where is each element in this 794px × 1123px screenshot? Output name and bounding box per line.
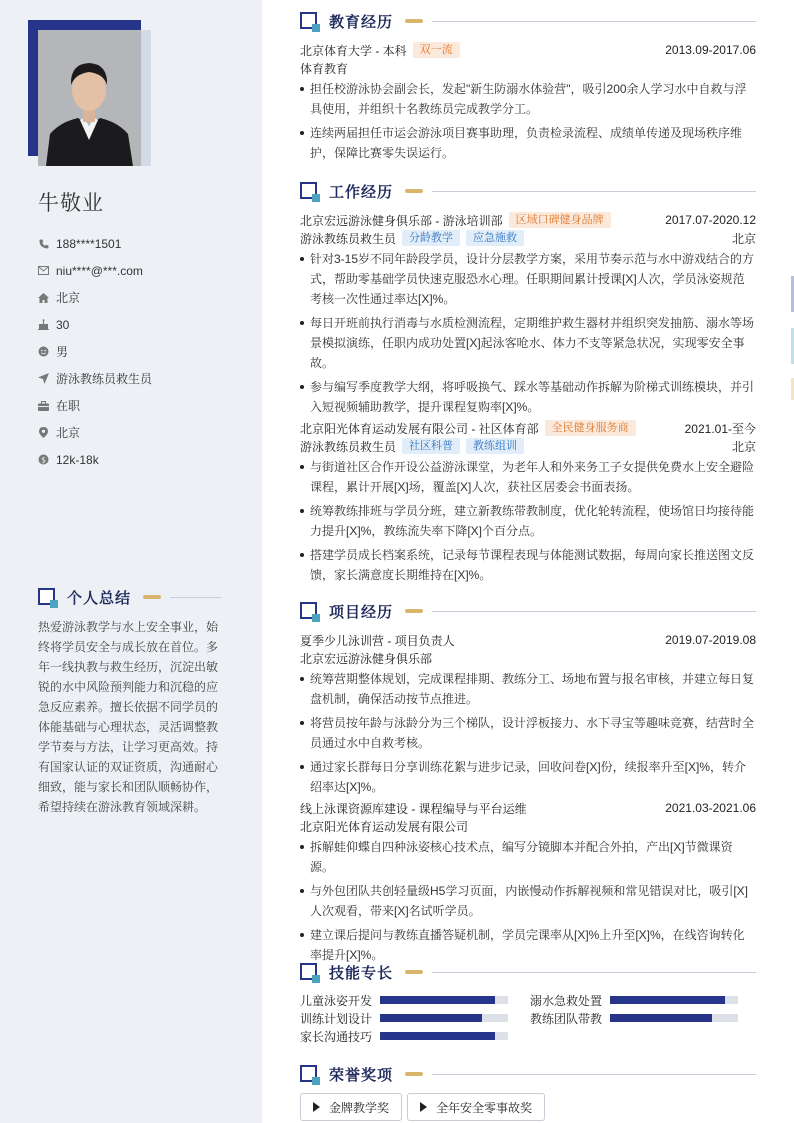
company-tag: 区域口碑健身品牌 <box>509 212 611 228</box>
sidebar <box>0 0 262 1123</box>
section-header <box>300 600 756 622</box>
job-role: 游泳教练员救生员 <box>300 231 397 246</box>
section-title: 工作经历 <box>329 183 394 201</box>
list-item: 每日开班前执行消毒与水质检测流程，定期维护救生器材并组织突发抽筋、溺水等场景模拟演练，任职内成功处置[X]起泳客呛水、体力不支等紧急状况，实现零安全事故。 <box>300 313 756 373</box>
list-item: 将营员按年龄与泳龄分为三个梯队，设计浮板接力、水下寻宝等趣味竞赛，结营时全员通过水中自救考核。 <box>300 713 756 753</box>
section-header <box>300 1063 756 1085</box>
profile-name: 牛敬业 <box>38 192 104 215</box>
project-name: 夏季少儿泳训营 - 项目负责人 <box>300 633 455 648</box>
education-header <box>300 41 756 59</box>
list-item: 搭建学员成长档案系统，记录每节课程表现与体能测试数据，每周向家长推送图文反馈，家长满意度长期维持在[X]%。 <box>300 545 756 585</box>
job-role-row <box>300 229 756 247</box>
award-badge <box>300 1093 402 1121</box>
role-tag: 分龄教学 <box>402 230 460 246</box>
education-date: 2013.09-2017.06 <box>665 43 756 57</box>
skill-name: 教练团队带教 <box>530 1011 603 1026</box>
gender-icon <box>38 346 49 357</box>
list-item: 通过家长群每日分享训练花絮与进步记录，回收问卷[X]份，续报率升至[X]%，转介绍率达[X]%。 <box>300 757 756 797</box>
list-item: 针对3-15岁不同年龄段学员，设计分层教学方案，采用节奏示范与水中游戏结合的方式，帮助零基础学员快速克服恐水心理。任职期间累计授课[X]人次，学员泳姿规范考核一次性通过率达[X]%。 <box>300 249 756 309</box>
svg-text:$: $ <box>40 455 47 465</box>
info-text: 男 <box>56 345 69 359</box>
location-icon <box>38 427 49 438</box>
section-icon <box>300 963 319 982</box>
send-icon <box>38 373 49 384</box>
skill-bar <box>380 996 508 1004</box>
major: 体育教育 <box>300 61 349 76</box>
awards-section <box>300 1063 756 1121</box>
section-header <box>300 180 756 202</box>
section-header <box>300 10 756 32</box>
contact-info <box>38 230 152 473</box>
skills-section <box>300 961 756 1045</box>
section-title: 荣誉奖项 <box>329 1066 394 1084</box>
section-title: 项目经历 <box>329 603 394 621</box>
play-icon <box>420 1102 427 1112</box>
list-item: 建立课后提问与教练直播答疑机制，学员完课率从[X]%上升至[X]%，在线咨询转化率提升[X]%。 <box>300 925 756 965</box>
job-date: 2021.01-至今 <box>684 421 756 436</box>
skill-item <box>530 1009 756 1027</box>
section-icon <box>300 1065 319 1084</box>
section-header <box>38 586 221 608</box>
job-date: 2017.07-2020.12 <box>665 213 756 227</box>
skill-item <box>300 1009 530 1027</box>
cake-icon <box>38 319 49 330</box>
skill-name: 溺水急救处置 <box>530 993 603 1008</box>
company-tag: 全民健身服务商 <box>545 420 636 436</box>
info-text: 北京 <box>56 426 81 440</box>
skill-bar <box>610 996 738 1004</box>
summary-text: 热爱游泳教学与水上安全事业，始终将学员安全与成长放在首位。多年一线执教与救生经历，沉淀出敏锐的水中风险预判能力和沉稳的应急反应素养。擅长依据不同学员的体能基础与心理状态，灵活调整教学节奏与方法，让学习更高效。持有国家认证的双证资质，沟通耐心细致，能与家长和团队顺畅协作，希望持续在游泳教育领域深耕。 <box>38 620 219 814</box>
info-status <box>38 392 152 419</box>
list-item: 连续两届担任市运会游泳项目赛事助理，负责检录流程、成绩单传递及现场秩序维护，保障比赛零失误运行。 <box>300 123 756 163</box>
section-icon <box>300 182 319 201</box>
job-header <box>300 211 756 229</box>
section-title: 教育经历 <box>329 13 394 31</box>
skill-bar-fill <box>610 996 725 1004</box>
info-city <box>38 284 152 311</box>
skill-item <box>300 991 530 1009</box>
info-salary <box>38 446 152 473</box>
info-location <box>38 419 152 446</box>
project-org: 北京宏远游泳健身俱乐部 <box>300 651 433 666</box>
award-label: 金牌教学奖 <box>329 1100 390 1115</box>
awards-list <box>300 1093 756 1121</box>
phone-icon <box>38 238 49 249</box>
summary-section <box>38 586 221 817</box>
project-header <box>300 799 756 817</box>
mail-icon <box>38 265 49 276</box>
info-position <box>38 365 152 392</box>
award-badge <box>407 1093 545 1121</box>
briefcase-icon <box>38 400 49 411</box>
info-text: 北京 <box>56 291 81 305</box>
skill-name: 儿童泳姿开发 <box>300 993 373 1008</box>
salary-icon <box>38 454 49 465</box>
skill-bar-fill <box>380 1032 495 1040</box>
projects-section <box>300 600 756 965</box>
home-icon <box>38 292 49 303</box>
section-icon <box>300 12 319 31</box>
project-date: 2021.03-2021.06 <box>665 801 756 815</box>
project-org: 北京阳光体育运动发展有限公司 <box>300 819 469 834</box>
job-role-row <box>300 437 756 455</box>
skill-item <box>530 991 756 1009</box>
job-city: 北京 <box>731 439 756 454</box>
skill-name: 家长沟通技巧 <box>300 1029 373 1044</box>
info-text: 在职 <box>56 399 81 413</box>
list-item: 与外包团队共创轻量级H5学习页面，内嵌慢动作拆解视频和常见错误对比，吸引[X]人次观看，带来[X]名试听学员。 <box>300 881 756 921</box>
skills-grid <box>300 991 756 1045</box>
section-title: 技能专长 <box>329 964 394 982</box>
list-item: 统筹教练排班与学员分班，建立新教练带教制度，优化轮转流程，使场馆日均接待能力提升[X]%，教练流失率下降[X]个百分点。 <box>300 501 756 541</box>
skill-bar-fill <box>380 996 495 1004</box>
info-text: 12k-18k <box>56 452 99 467</box>
education-section <box>300 10 756 163</box>
company-name: 北京宏远游泳健身俱乐部 - 游泳培训部 <box>300 213 503 228</box>
company-name: 北京阳光体育运动发展有限公司 - 社区体育部 <box>300 421 539 436</box>
school-name: 北京体育大学 - 本科 <box>300 43 407 58</box>
list-item: 与街道社区合作开设公益游泳课堂，为老年人和外来务工子女提供免费水上安全避险课程，累计开展[X]场，覆盖[X]人次，获社区居委会书面表扬。 <box>300 457 756 497</box>
info-phone <box>38 230 152 257</box>
avatar <box>38 30 141 166</box>
info-text: niu****@***.com <box>56 263 143 278</box>
role-tag: 社区科普 <box>402 438 460 454</box>
skill-bar <box>380 1014 508 1022</box>
section-header <box>300 961 756 983</box>
info-text: 30 <box>56 317 70 332</box>
section-icon <box>300 602 319 621</box>
skill-bar <box>610 1014 738 1022</box>
project-date: 2019.07-2019.08 <box>665 633 756 647</box>
info-gender <box>38 338 152 365</box>
section-title: 个人总结 <box>67 589 132 607</box>
job-city: 北京 <box>731 231 756 246</box>
project-header <box>300 631 756 649</box>
role-tag: 教练组训 <box>466 438 524 454</box>
info-text: 游泳教练员救生员 <box>56 372 153 386</box>
list-item: 统筹营期整体规划，完成课程排期、教练分工、场地布置与报名审核，并建立每日复盘机制，确保活动按节点推进。 <box>300 669 756 709</box>
info-age <box>38 311 152 338</box>
skill-bar-fill <box>610 1014 712 1022</box>
skill-bar-fill <box>380 1014 482 1022</box>
job-role: 游泳教练员救生员 <box>300 439 397 454</box>
list-item: 担任校游泳协会副会长，发起"新生防溺水体验营"，吸引200余人学习水中自救与浮具使用，并组织十名教练员完成教学分工。 <box>300 79 756 119</box>
info-email <box>38 257 152 284</box>
info-text: 188****1501 <box>56 236 122 251</box>
list-item: 拆解蛙仰蝶自四种泳姿核心技术点，编写分镜脚本并配合外拍，产出[X]节微课资源。 <box>300 837 756 877</box>
job-header <box>300 419 756 437</box>
skill-name: 训练计划设计 <box>300 1011 373 1026</box>
list-item: 参与编写季度教学大纲，将呼吸换气、踩水等基础动作拆解为阶梯式训练模块，并引入短视频辅助教学，提升课程复购率[X]%。 <box>300 377 756 417</box>
skill-item <box>300 1027 530 1045</box>
section-icon <box>38 588 57 607</box>
avatar-frame <box>28 20 151 166</box>
play-icon <box>313 1102 320 1112</box>
award-label: 全年安全零事故奖 <box>436 1100 533 1115</box>
school-tag: 双一流 <box>413 42 460 58</box>
skill-bar <box>380 1032 508 1040</box>
role-tag: 应急施救 <box>466 230 524 246</box>
work-section <box>300 180 756 585</box>
project-name: 线上泳课资源库建设 - 课程编导与平台运维 <box>300 801 527 816</box>
